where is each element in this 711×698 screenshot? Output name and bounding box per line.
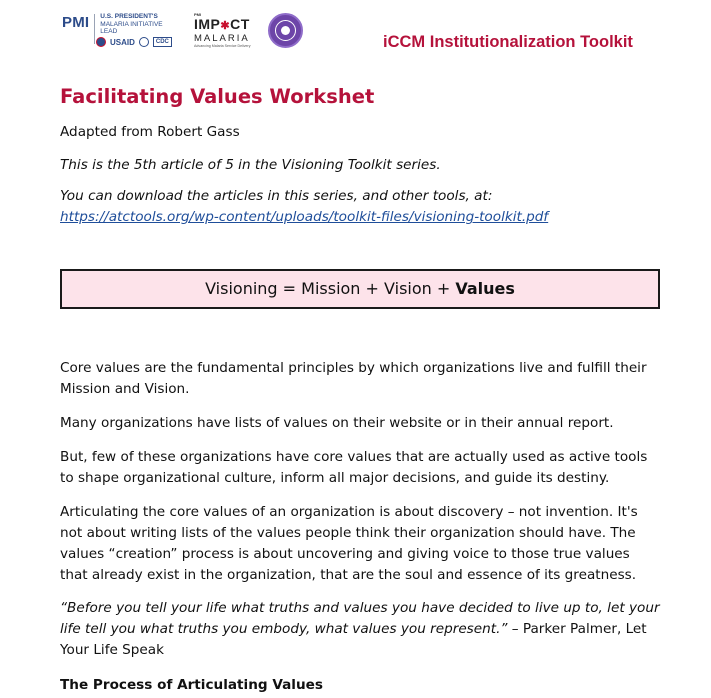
quote-separator: – — [507, 621, 523, 637]
quote-block — [60, 598, 660, 661]
impact-star-icon: ✱ — [220, 20, 231, 32]
seal-logo-icon — [268, 13, 303, 48]
seal-core — [281, 26, 290, 35]
section-heading: The Process of Articulating Values — [60, 677, 323, 693]
hhs-icon — [139, 37, 149, 47]
pmi-acronym: PMI — [62, 14, 90, 31]
pmi-line3: LEAD — [100, 28, 118, 35]
paragraph-core-values: Core values are the fundamental principles by which organizations live and fulfill their Mission and Vision. — [60, 360, 647, 397]
cdc-logo: CDC — [153, 37, 172, 47]
pmi-line1: U.S. PRESIDENT'S — [100, 13, 158, 20]
impact-tagline: Advancing Malaria Service Delivery — [194, 44, 251, 48]
series-note: This is the 5th article of 5 in the Visioning Toolkit series. — [60, 157, 441, 173]
callout-emphasis: Values — [455, 279, 515, 298]
pmi-text — [100, 13, 162, 36]
visioning-callout — [60, 269, 660, 309]
paragraph-articulating: Articulating the core values of an organization is about discovery – not invention. It's not about writing lists of the values people think their organization should have. The values “creation” process is about uncovering and giving voice to those true values that already exist in the organization, that are the soul and essence of its greatness. — [60, 504, 638, 583]
adapted-from: Adapted from Robert Gass — [60, 124, 240, 140]
toolkit-title: iCCM Institutionalization Toolkit — [383, 33, 633, 51]
page-header — [0, 0, 711, 60]
download-link[interactable]: https://atctools.org/wp-content/uploads/toolkit-files/visioning-toolkit.pdf — [60, 209, 549, 225]
download-note — [60, 186, 660, 228]
impact-title-post: CT — [230, 16, 250, 32]
partner-marks — [96, 37, 172, 47]
impact-title — [194, 17, 256, 33]
quote-attribution: Parker Palmer, Let Your Life Speak — [60, 621, 647, 658]
quote-text: “Before you tell your life what truths and values you have decided to live up to, let your life tell you what truths you embody, what values you represent.” — [60, 600, 660, 637]
usaid-seal-icon — [96, 37, 106, 47]
paragraph-lists: Many organizations have lists of values on their website or in their annual report. — [60, 415, 614, 431]
pmi-line2: MALARIA INITIATIVE — [100, 20, 163, 28]
impact-subtitle: MALARIA — [194, 33, 250, 44]
impact-title-pre: IMP — [194, 16, 221, 32]
impact-malaria-logo — [194, 12, 256, 49]
paragraph-few-orgs: But, few of these organizations have core values that are actually used as active tools to shape organizational culture, inform all major decisions, and guide its destiny. — [60, 449, 648, 486]
usaid-wordmark: USAID — [110, 37, 135, 47]
impact-pmi-label: PMI — [194, 12, 202, 17]
callout-prefix: Visioning = Mission + Vision + — [205, 279, 456, 298]
page-title: Facilitating Values Workshet — [60, 85, 375, 108]
download-note-text: You can download the articles in this series, and other tools, at: — [60, 188, 493, 204]
